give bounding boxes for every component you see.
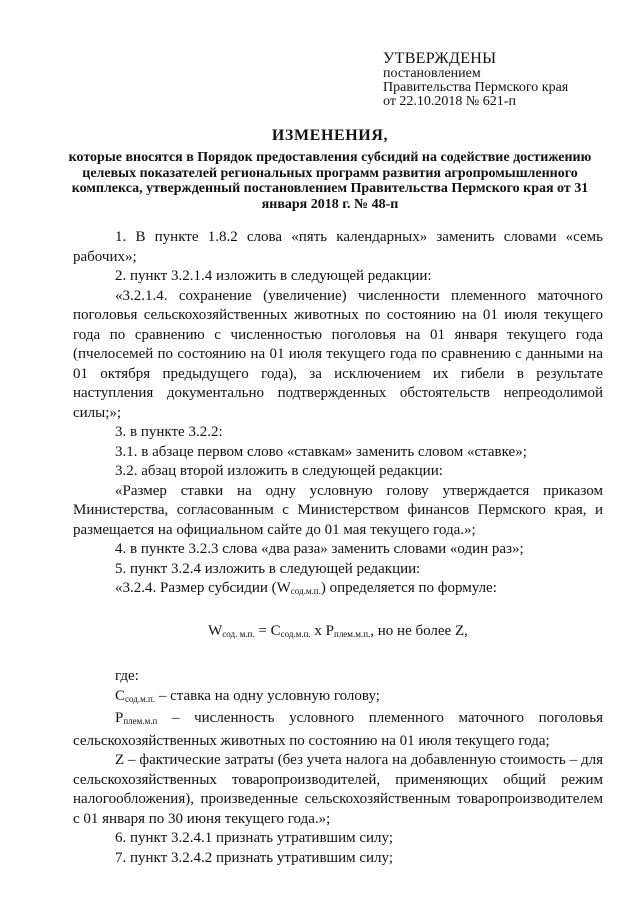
- approval-heading: УТВЕРЖДЕНЫ: [383, 50, 497, 67]
- formula-operator: х: [310, 622, 326, 639]
- subscript: плем.м.п: [123, 716, 158, 726]
- formula-operator: =: [254, 622, 271, 639]
- paragraph-item-7: 7. пункт 3.2.4.2 признать утратившим силу;: [115, 849, 394, 866]
- formula-symbol: С: [270, 622, 281, 639]
- definitions-where: где:: [115, 668, 139, 684]
- paragraph-item-3-2: 3.2. абзац второй изложить в следующей редакции:: [115, 463, 443, 479]
- definition-text: – ставка на одну условную голову;: [155, 687, 380, 704]
- intro-text: «3.2.4. Размер субсидии (W: [115, 580, 291, 596]
- definition-c: [73, 687, 603, 710]
- formula-symbol: Р: [115, 710, 124, 726]
- paragraph-item-1: 1. В пункте 1.8.2 слова «пять календарных» заменить словами «семь рабочих»;: [73, 229, 603, 265]
- formula-symbol: С: [115, 687, 126, 704]
- formula-symbol: W: [208, 622, 223, 639]
- paragraph-item-6: 6. пункт 3.2.4.1 признать утратившим силу;: [115, 830, 394, 846]
- paragraph-item-4: 4. в пункте 3.2.3 слова «два раза» заменить словами «один раз»;: [115, 541, 524, 557]
- definition-text: – численность условного племенного маточного поголовья сельскохозяйственных животных по состоянию на 01 июля текущего года;: [73, 710, 603, 749]
- subscript: сод.м.п.: [280, 628, 311, 639]
- paragraph-item-2: 2. пункт 3.2.1.4 изложить в следующей редакции:: [115, 268, 432, 284]
- formula-symbol: Р: [325, 622, 334, 639]
- definition-z: Z – фактические затраты (без учета налога на добавленную стоимость – для сельскохозяйственных товаропроизводителей, применяющих общий режим налогообложения), произведенные сельскохозяйственным товаропроизводителем с 01 января по 30 июня текущего года.»;: [73, 752, 603, 827]
- paragraph-item-3-1: 3.1. в абзаце первом слово «ставкам» заменить словом «ставке»;: [115, 443, 527, 460]
- subscript: сод.м.п.: [125, 693, 156, 704]
- paragraph-quote-3-2-1-4: «3.2.1.4. сохранение (увеличение) численности племенного маточного поголовья сельскохозяйственных животных по состоянию на 01 июля текущего года по сравнению с численностью поголовья на 01 января текущего года (пчелосемей по состоянию на 01 июля текущего года по сравнению с данными на 01 октября предыдущего года), за исключением их гибели в результате наступления документально подтвержденных обстоятельств непреодолимой силы;»;: [73, 287, 603, 421]
- approval-stamp: [383, 52, 623, 109]
- subsidy-formula: [73, 622, 603, 645]
- document-title: ИЗМЕНЕНИЯ,: [271, 127, 389, 144]
- paragraph-item-3: 3. в пункте 3.2.2:: [115, 424, 223, 440]
- paragraph-item-5: 5. пункт 3.2.4 изложить в следующей редакции:: [115, 560, 421, 577]
- approval-line: постановлением: [383, 66, 481, 81]
- document-subtitle: которые вносятся в Порядок предоставления субсидий на содействие достижению целевых показателей региональных программ развития агропромышленного комплекса, утвержденный постановлением Правительства Пермского края от 31 января 2018 г. № 48-п: [68, 150, 592, 212]
- definition-p: [73, 709, 603, 751]
- intro-text: ) определяется по формуле:: [320, 580, 497, 596]
- subscript: сод.м.п.: [290, 586, 321, 596]
- paragraph-quote-3-2-4: [73, 579, 603, 602]
- subscript: плем.м.п.: [334, 628, 371, 639]
- approval-line: Правительства Пермского края: [383, 80, 569, 95]
- subscript: сод. м.п.: [222, 628, 255, 639]
- approval-date: от 22.10.2018 № 621-п: [383, 94, 516, 109]
- formula-tail: , но не более Z,: [370, 622, 468, 639]
- paragraph-quote-rate: «Размер ставки на одну условную голову утверждается приказом Министерства, согласованным с Министерством финансов Пермского края, и размещается на официальном сайте до 01 мая текущего года.»;: [73, 482, 603, 538]
- document-body: [73, 228, 603, 868]
